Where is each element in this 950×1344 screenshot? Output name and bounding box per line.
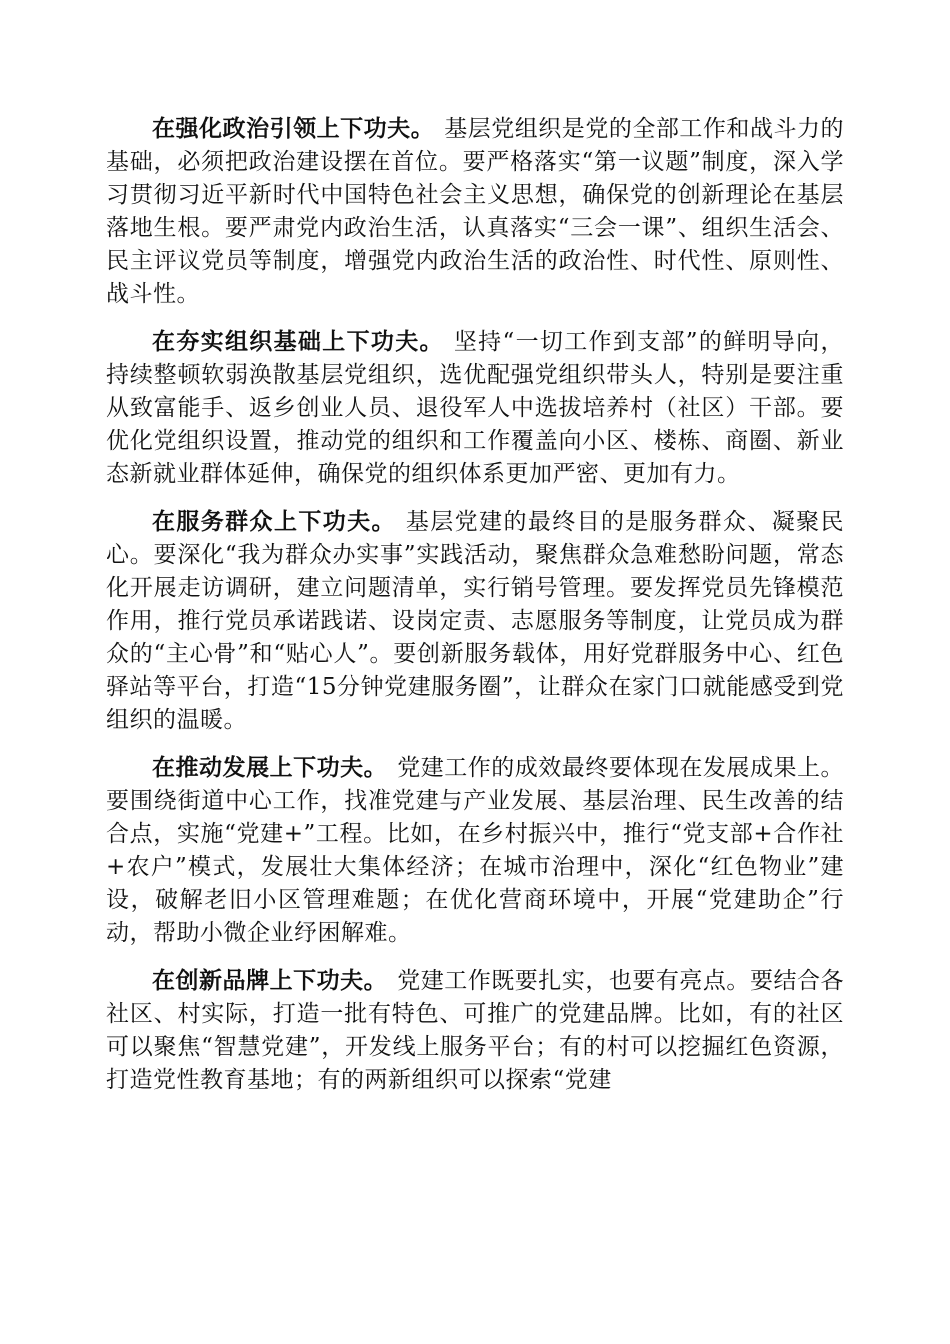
paragraph-organization-foundation: [106, 325, 844, 491]
paragraph-heading: 在强化政治引领上下功夫。: [152, 115, 435, 142]
paragraph-body: 基层党组织是党的全部工作和战斗力的基础，必须把政治建设摆在首位。要严格落实“第一议题”制度，深入学习贯彻习近平新时代中国特色社会主义思想，确保党的创新理论在基层落地生根。要严肃党内政治生活，认真落实“三会一课”、组织生活会、民主评议党员等制度，增强党内政治生活的政治性、时代性、原则性、战斗性。: [106, 116, 845, 307]
paragraph-body: 党建工作的成效最终要体现在发展成果上。要围绕街道中心工作，找准党建与产业发展、基层治理、民生改善的结合点，实施“党建+”工程。比如，在乡村振兴中，推行“党支部+合作社+农户”模式，发展壮大集体经济；在城市治理中，深化“红色物业”建设，破解老旧小区管理难题；在优化营商环境中，开展“党建助企”行动，帮助小微企业纾困解难。: [106, 755, 845, 946]
paragraph-political-leadership: [106, 112, 844, 311]
paragraph-innovate-brand: [106, 964, 844, 1097]
paragraph-heading: 在创新品牌上下功夫。: [152, 967, 388, 994]
paragraph-heading: 在夯实组织基础上下功夫。: [152, 328, 444, 355]
paragraph-body: 坚持“一切工作到支部”的鲜明导向，持续整顿软弱涣散基层党组织，选优配强党组织带头人，特别是要注重从致富能手、返乡创业人员、退役军人中选拔培养村（社区）干部。要优化党组织设置，推动党的组织和工作覆盖向小区、楼栋、商圈、新业态新就业群体延伸，确保党的组织体系更加严密、更加有力。: [106, 329, 844, 487]
paragraph-body: 党建工作既要扎实，也要有亮点。要结合各社区、村实际，打造一批有特色、可推广的党建品牌。比如，有的社区可以聚焦“智慧党建”，开发线上服务平台；有的村可以挖掘红色资源，打造党性教育基地；有的两新组织可以探索“党建: [106, 968, 845, 1093]
paragraph-body: 基层党建的最终目的是服务群众、凝聚民心。要深化“我为群众办实事”实践活动，聚焦群众急难愁盼问题，常态化开展走访调研，建立问题清单，实行销号管理。要发挥党员先锋模范作用，推行党员承诺践诺、设岗定责、志愿服务等制度，让党员成为群众的“主心骨”和“贴心人”。要创新服务载体，用好党群服务中心、红色驿站等平台，打造“15分钟党建服务圈”，让群众在家门口就能感受到党组织的温暖。: [106, 509, 845, 733]
paragraph-heading: 在服务群众上下功夫。: [152, 508, 396, 535]
document-page: [106, 112, 844, 1111]
paragraph-promote-development: [106, 751, 844, 950]
paragraph-serve-the-masses: [106, 505, 844, 737]
paragraph-heading: 在推动发展上下功夫。: [152, 754, 388, 781]
